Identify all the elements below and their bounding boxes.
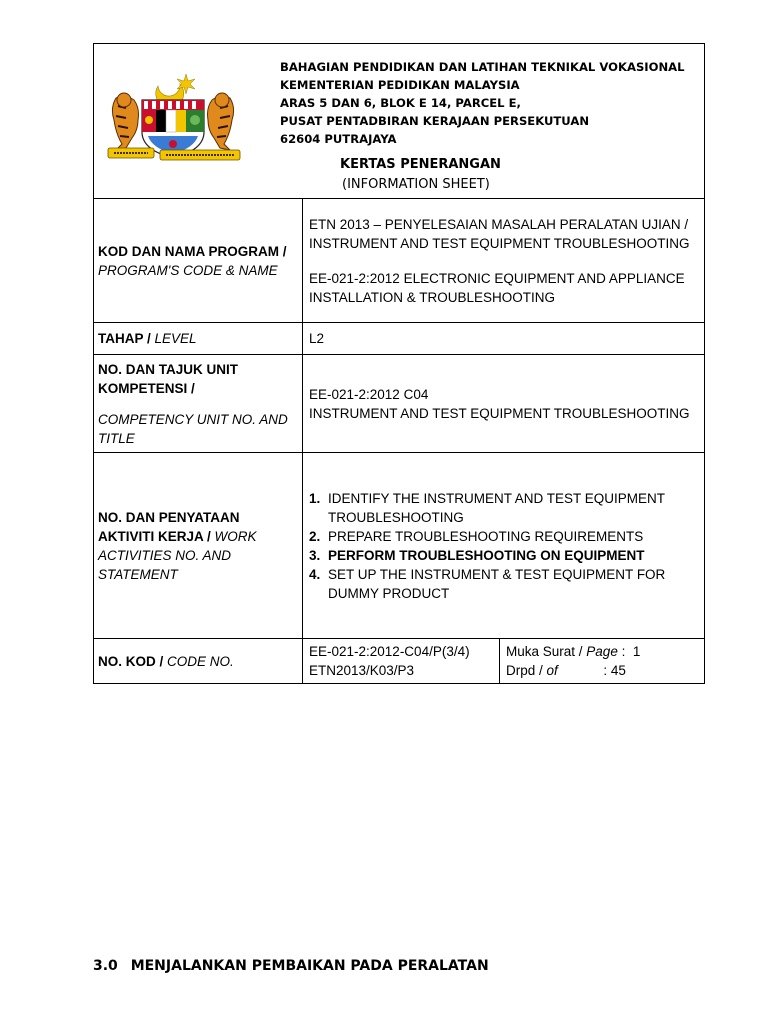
activities-row [94, 453, 705, 639]
activity-number: 3. [309, 547, 321, 563]
activities-value [303, 453, 705, 639]
activities-label [94, 453, 303, 639]
activity-text: PERFORM TROUBLESHOOTING ON EQUIPMENT [328, 547, 645, 563]
org-line: 62604 PUTRAJAYA [280, 132, 397, 146]
of-label: Drpd / [506, 663, 543, 678]
unit-value [303, 355, 705, 453]
code-line: ETN2013/K03/P3 [309, 663, 415, 678]
org-line: ARAS 5 DAN 6, BLOK E 14, PARCEL E, [280, 96, 521, 110]
page-label-italic: Page [586, 644, 618, 659]
organization-address [280, 58, 685, 148]
page-number [506, 642, 698, 661]
page-sep: : [621, 644, 626, 659]
activities-list [309, 489, 698, 603]
code-label-italic: CODE NO. [167, 653, 234, 669]
page-total [506, 661, 698, 680]
page-label: Muka Surat / [506, 644, 583, 659]
header-cell [94, 44, 705, 199]
level-label [94, 323, 303, 355]
program-label-italic: PROGRAM'S CODE & NAME [98, 262, 278, 278]
level-row [94, 323, 705, 355]
code-line: EE-021-2:2012-C04/P(3/4) [309, 644, 470, 659]
sheet-subtitle: (INFORMATION SHEET) [342, 177, 490, 192]
of-label-italic: of [546, 663, 558, 678]
page-value: 1 [632, 644, 641, 659]
org-line: PUSAT PENTADBIRAN KERAJAAN PERSEKUTUAN [280, 114, 590, 128]
activity-text: IDENTIFY THE INSTRUMENT AND TEST EQUIPMENT TROUBLESHOOTING [328, 490, 665, 525]
sheet-header-table [93, 43, 705, 684]
level-value: L2 [303, 323, 705, 355]
code-value [303, 639, 500, 684]
activities-label-bold: NO. DAN PENYATAAN AKTIVITI KERJA / [98, 509, 240, 544]
section-number: 3.0 [93, 958, 118, 974]
unit-label-italic: COMPETENCY UNIT NO. AND TITLE [98, 411, 288, 446]
level-label-italic: LEVEL [154, 331, 197, 346]
activity-number: 4. [309, 566, 321, 582]
code-label-bold: NO. KOD / [98, 653, 164, 669]
program-standard: EE-021-2:2012 ELECTRONIC EQUIPMENT AND APPLIANCE INSTALLATION & TROUBLESHOOTING [309, 270, 685, 305]
unit-label-bold: NO. DAN TAJUK UNIT KOMPETENSI / [98, 361, 238, 396]
of-value: 45 [610, 663, 626, 678]
activity-number: 2. [309, 528, 321, 544]
code-label [94, 639, 303, 684]
section-title: MENJALANKAN PEMBAIKAN PADA PERALATAN [130, 958, 489, 974]
activity-text: SET UP THE INSTRUMENT & TEST EQUIPMENT FOR DUMMY PRODUCT [328, 566, 666, 601]
unit-code: EE-021-2:2012 C04 [309, 386, 429, 402]
org-line: KEMENTERIAN PEDIDIKAN MALAYSIA [280, 78, 520, 92]
code-row [94, 639, 705, 684]
activity-text: PREPARE TROUBLESHOOTING REQUIREMENTS [328, 528, 644, 544]
page-info [500, 639, 705, 684]
activities-label-italic: WORK ACTIVITIES NO. AND STATEMENT [98, 528, 257, 582]
org-line: BAHAGIAN PENDIDIKAN DAN LATIHAN TEKNIKAL VOKASIONAL [280, 60, 685, 74]
of-sep: : [603, 663, 608, 678]
program-value [303, 199, 705, 323]
section-heading [93, 958, 489, 974]
list-item [309, 527, 698, 546]
information-sheet [93, 43, 704, 684]
program-row [94, 199, 705, 323]
sheet-title-block [340, 155, 501, 195]
list-item [309, 546, 698, 565]
unit-label [94, 355, 303, 453]
level-label-bold: TAHAP / [98, 331, 151, 346]
list-item [309, 565, 698, 603]
program-label-bold: KOD DAN NAMA PROGRAM / [98, 243, 287, 259]
sheet-title: KERTAS PENERANGAN [340, 157, 501, 172]
program-label [94, 199, 303, 323]
unit-title: INSTRUMENT AND TEST EQUIPMENT TROUBLESHOOTING [309, 405, 690, 421]
unit-row [94, 355, 705, 453]
program-name: ETN 2013 – PENYELESAIAN MASALAH PERALATAN UJIAN / INSTRUMENT AND TEST EQUIPMENT TROUBLESHOOTING [309, 216, 690, 251]
list-item [309, 489, 698, 527]
activity-number: 1. [309, 490, 321, 506]
malaysia-coat-of-arms-icon [98, 70, 248, 166]
header-row [94, 44, 705, 199]
